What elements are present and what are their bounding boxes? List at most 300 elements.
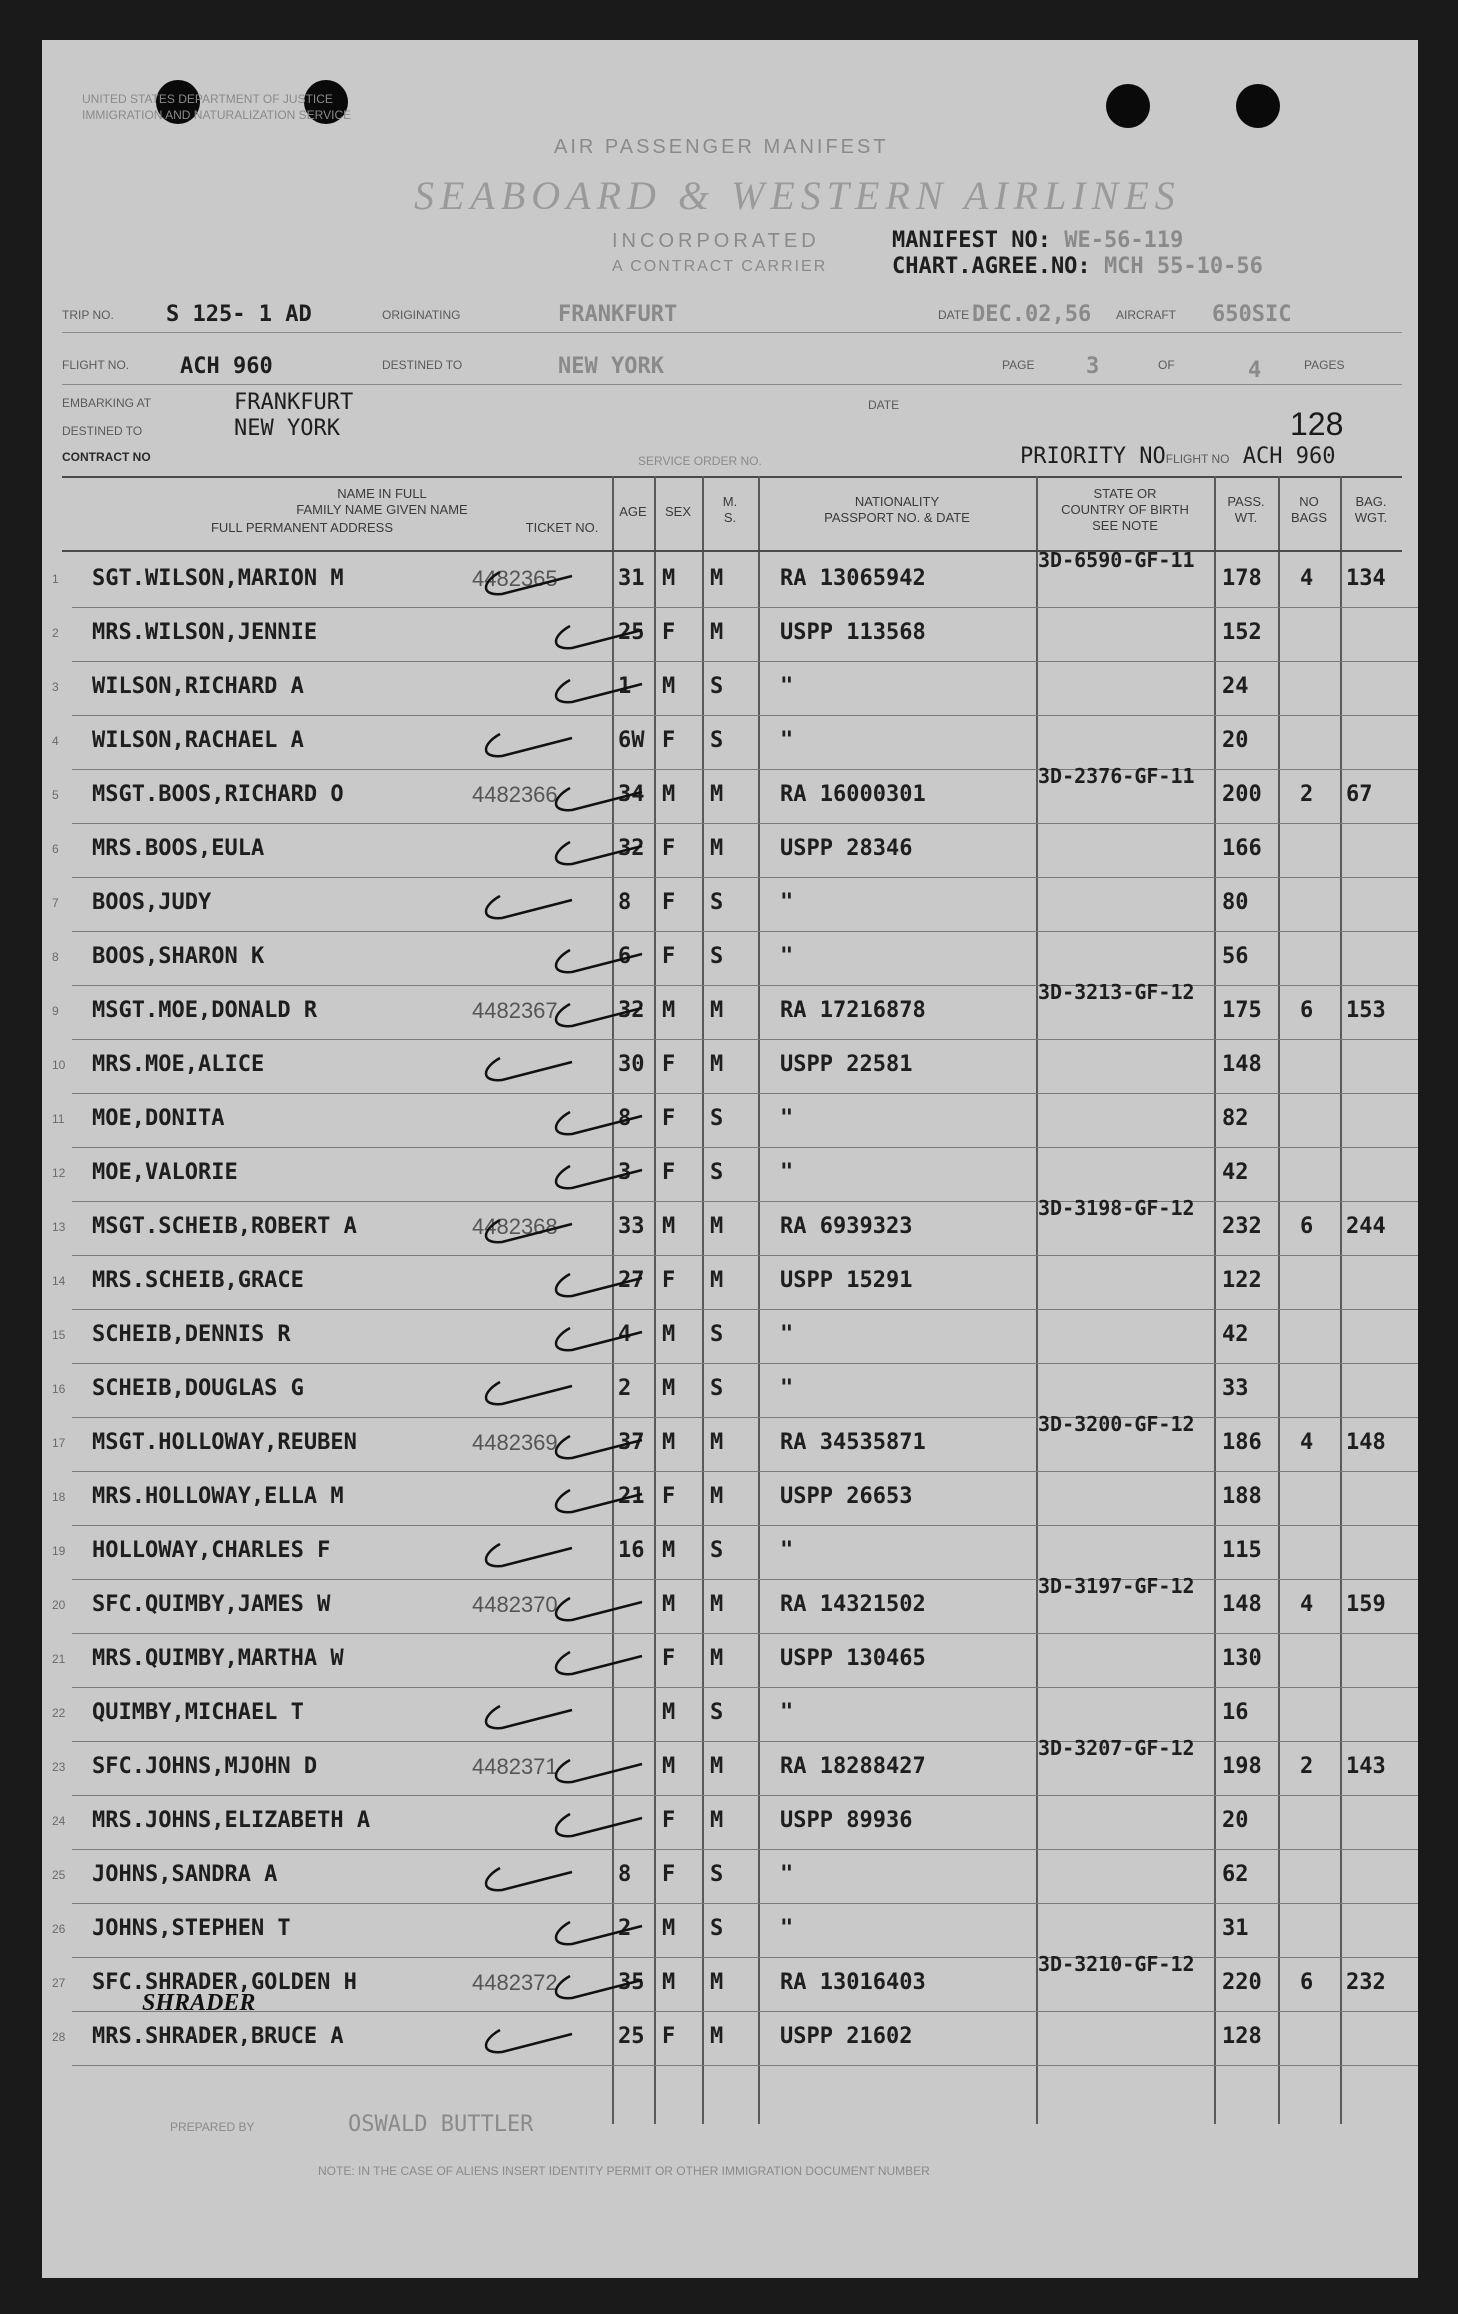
table-row [42,878,1418,932]
passenger-table [42,476,1418,2124]
passenger-weight: 152 [1222,620,1262,645]
passport-no: USPP 89936 [780,1808,913,1833]
marital-status: M [710,782,724,807]
marital-status: S [710,1322,724,1347]
header-see-note: SEE NOTE [1092,518,1158,533]
row-number: 1 [52,572,59,586]
header-no: NO [1299,494,1319,509]
check-mark-icon [472,1210,582,1250]
passenger-weight: 33 [1222,1376,1249,1401]
table-row [42,1796,1418,1850]
passenger-weight: 62 [1222,1862,1249,1887]
destined2: NEW YORK [234,416,340,441]
passenger-weight: 16 [1222,1700,1249,1725]
sex: M [662,1754,676,1779]
row-number: 15 [52,1328,66,1342]
sex: F [662,1052,676,1077]
passenger-name: JOHNS,STEPHEN T [92,1916,291,1941]
passport-no: USPP 21602 [780,2024,913,2049]
flight-no2-label: FLIGHT NO [1165,452,1230,466]
sex: M [662,1538,676,1563]
age: 2 [618,1376,632,1401]
row-number: 9 [52,1004,59,1018]
row-number: 11 [52,1112,65,1126]
passenger-name: HOLLOWAY,CHARLES F [92,1538,331,1563]
marital-status: S [710,1106,724,1131]
check-mark-icon [542,616,652,656]
table-row [42,662,1418,716]
punch-hole [1106,84,1150,128]
passenger-name: MSGT.HOLLOWAY,REUBEN [92,1430,357,1455]
marital-status: S [710,1700,724,1725]
passenger-name: MOE,DONITA [92,1106,225,1131]
marital-status: S [710,1376,724,1401]
age: 21 [618,1484,645,1509]
age: 25 [618,620,645,645]
header-bags: BAGS [1290,510,1328,525]
of-label: OF [1158,358,1175,372]
header-bag-wgt: WGT. [1354,510,1388,525]
table-row [42,1688,1418,1742]
marital-status: S [710,1862,724,1887]
ticket-no: 4482369 [472,1430,558,1455]
destined-label: DESTINED TO [382,358,463,372]
bag-weight: 159 [1346,1592,1386,1617]
passenger-weight: 148 [1222,1592,1262,1617]
passenger-weight: 188 [1222,1484,1262,1509]
check-mark-icon [542,1156,652,1196]
row-number: 13 [52,1220,66,1234]
check-mark-icon [472,1372,582,1412]
passenger-name: MRS.BOOS,EULA [92,836,265,861]
handwritten-correction: SHRADER [142,1990,256,2016]
check-mark-icon [542,1588,652,1628]
sex: F [662,1268,676,1293]
sex: F [662,620,676,645]
passenger-weight: 178 [1222,566,1262,591]
passport-no: USPP 130465 [780,1646,926,1671]
passport-no: RA 18288427 [780,1754,926,1779]
header-country-of-birth: COUNTRY OF BIRTH [1061,502,1189,517]
row-number: 5 [52,788,59,802]
check-mark-icon [542,1912,652,1952]
header-pass: PASS. [1227,494,1265,509]
chart-agree-no: MCH 55-10-56 [1103,254,1263,279]
sex: F [662,728,676,753]
passenger-weight: 130 [1222,1646,1262,1671]
passport-no: RA 6939323 [780,1214,913,1239]
table-row [42,1310,1418,1364]
bag-count: 4 [1300,566,1314,591]
passenger-weight: 56 [1222,944,1249,969]
passenger-name: WILSON,RICHARD A [92,674,304,699]
header-family-given: FAMILY NAME GIVEN NAME [296,502,468,517]
sex: M [662,1214,676,1239]
bag-count: 4 [1300,1430,1314,1455]
passenger-name: SFC.SHRADER,GOLDEN H [92,1970,357,1995]
age: 8 [618,890,632,915]
passport-no: " [780,728,794,753]
marital-status: M [710,1646,724,1671]
check-mark-icon [542,940,652,980]
ticket-no: 4482367 [472,998,558,1023]
passenger-name: MRS.JOHNS,ELIZABETH A [92,1808,371,1833]
header-address: FULL PERMANENT ADDRESS [210,520,394,535]
sex: M [662,1592,676,1617]
passenger-rows [42,548,1418,2066]
bag-weight: 67 [1346,782,1373,807]
destined2-label: DESTINED TO [62,424,143,438]
sex: F [662,1646,676,1671]
check-mark-icon [542,832,652,872]
header-passport: PASSPORT NO. & DATE [824,510,970,525]
passport-no: " [780,674,794,699]
marital-status: S [710,944,724,969]
row-number: 12 [52,1166,66,1180]
country-of-birth: 3D-3200-GF-12 [1038,1412,1195,1436]
row-number: 21 [52,1652,66,1666]
row-number: 10 [52,1058,66,1072]
check-mark-icon [542,1264,652,1304]
check-mark-icon [542,1966,652,2006]
sex: M [662,1376,676,1401]
bag-count: 2 [1300,782,1314,807]
sex: M [662,566,676,591]
passport-no: USPP 15291 [780,1268,913,1293]
passport-no: " [780,1916,794,1941]
age: 33 [618,1214,645,1239]
marital-status: M [710,1214,724,1239]
passenger-weight: 115 [1222,1538,1262,1563]
table-row [42,1850,1418,1904]
header-ms-s: S. [723,510,737,525]
passenger-weight: 20 [1222,1808,1249,1833]
row-number: 20 [52,1598,66,1612]
row-number: 17 [52,1436,66,1450]
table-row [42,716,1418,770]
marital-status: M [710,2024,724,2049]
age: 3 [618,1160,632,1185]
flight-no2: ACH 960 [1242,444,1336,469]
aircraft: 650SIC [1212,302,1292,327]
header-pass-wt: WT. [1234,510,1258,525]
sex: F [662,2024,676,2049]
table-row [42,824,1418,878]
passenger-name: MRS.HOLLOWAY,ELLA M [92,1484,344,1509]
passenger-weight: 82 [1222,1106,1249,1131]
check-mark-icon [542,1480,652,1520]
passenger-weight: 122 [1222,1268,1262,1293]
table-row [42,1364,1418,1418]
passenger-weight: 148 [1222,1052,1262,1077]
ticket-no: 4482366 [472,782,558,807]
sex: F [662,890,676,915]
embarking: FRANKFURT [234,390,354,415]
table-row [42,548,1418,608]
passenger-name: MSGT.BOOS,RICHARD O [92,782,344,807]
passenger-weight: 128 [1222,2024,1262,2049]
passenger-weight: 42 [1222,1322,1249,1347]
country-of-birth: 3D-3213-GF-12 [1038,980,1195,1004]
sex: F [662,1862,676,1887]
trip-no-label: TRIP NO. [62,308,114,322]
table-row [42,608,1418,662]
country-of-birth: 3D-3198-GF-12 [1038,1196,1195,1220]
check-mark-icon [472,724,582,764]
passenger-name: JOHNS,SANDRA A [92,1862,278,1887]
passenger-weight: 42 [1222,1160,1249,1185]
bag-count: 6 [1300,1970,1314,1995]
priority-label: PRIORITY NO [1020,444,1166,469]
check-mark-icon [472,1696,582,1736]
age: 16 [618,1538,645,1563]
passport-no: " [780,1376,794,1401]
bag-count: 2 [1300,1754,1314,1779]
age: 27 [618,1268,645,1293]
table-row [42,764,1418,824]
header-name-in-full: NAME IN FULL [337,486,427,501]
table-row [42,1526,1418,1580]
date2-label: DATE [868,398,900,412]
table-row [42,1148,1418,1202]
passenger-name: QUIMBY,MICHAEL T [92,1700,304,1725]
table-row [42,2012,1418,2066]
bag-count: 6 [1300,1214,1314,1239]
originating: FRANKFURT [558,302,678,327]
marital-status: S [710,674,724,699]
row-number: 7 [52,896,59,910]
passenger-weight: 24 [1222,674,1249,699]
bag-weight: 134 [1346,566,1386,591]
ticket-no: 4482371 [472,1754,558,1779]
passport-no: RA 14321502 [780,1592,926,1617]
age: 6 [618,944,632,969]
age: 2 [618,1916,632,1941]
age: 6W [618,728,645,753]
passenger-name: WILSON,RACHAEL A [92,728,304,753]
table-row [42,1736,1418,1796]
passport-no: " [780,1106,794,1131]
manifest-no-label: MANIFEST NO: [892,228,1051,253]
marital-status: M [710,1484,724,1509]
aircraft-label: AIRCRAFT [1116,308,1176,322]
bag-weight: 153 [1346,998,1386,1023]
passport-no: RA 13016403 [780,1970,926,1995]
sex: M [662,1700,676,1725]
flight-no-label: FLIGHT NO. [62,358,130,372]
sex: M [662,1322,676,1347]
stamped-page-number: 128 [1290,406,1344,442]
date-label: DATE [938,308,970,322]
sex: M [662,782,676,807]
check-mark-icon [542,994,652,1034]
row-number: 8 [52,950,59,964]
table-row [42,1904,1418,1958]
passenger-name: MSGT.SCHEIB,ROBERT A [92,1214,357,1239]
marital-status: S [710,1160,724,1185]
row-number: 26 [52,1922,66,1936]
header-sex: SEX [664,504,691,519]
contract-no-label: CONTRACT NO [62,450,151,464]
passenger-name: MRS.MOE,ALICE [92,1052,265,1077]
passport-no: USPP 26653 [780,1484,913,1509]
age: 8 [618,1106,632,1131]
country-of-birth: 3D-3210-GF-12 [1038,1952,1195,1976]
passport-no: RA 17216878 [780,998,926,1023]
check-mark-icon [472,886,582,926]
agency-stamp-line-2: IMMIGRATION AND NATURALIZATION SERVICE [82,108,352,122]
bag-weight: 143 [1346,1754,1386,1779]
passenger-name: MRS.SCHEIB,GRACE [92,1268,304,1293]
row-number: 23 [52,1760,66,1774]
chart-agree-label: CHART.AGREE.NO: [892,254,1091,279]
airline-name: SEABOARD & WESTERN AIRLINES [414,173,1181,218]
row-number: 24 [52,1814,66,1828]
row-number: 6 [52,842,59,856]
marital-status: M [710,998,724,1023]
marital-status: M [710,1970,724,1995]
row-number: 27 [52,1976,66,1990]
passenger-name: SGT.WILSON,MARION M [92,566,344,591]
row-number: 18 [52,1490,66,1504]
marital-status: M [710,1268,724,1293]
header-age: AGE [619,504,647,519]
marital-status: M [710,1754,724,1779]
age: 37 [618,1430,645,1455]
passport-no: USPP 22581 [780,1052,913,1077]
marital-status: M [710,1808,724,1833]
age: 31 [618,566,645,591]
table-row [42,1634,1418,1688]
table-row [42,1256,1418,1310]
passenger-weight: 186 [1222,1430,1262,1455]
table-row [42,1574,1418,1634]
passenger-weight: 220 [1222,1970,1262,1995]
sex: F [662,944,676,969]
age: 32 [618,998,645,1023]
row-number: 2 [52,626,59,640]
passenger-weight: 200 [1222,782,1262,807]
age: 32 [618,836,645,861]
pages-total: 4 [1248,358,1262,383]
check-mark-icon [542,1318,652,1358]
check-mark-icon [542,1750,652,1790]
destined: NEW YORK [558,354,664,379]
check-mark-icon [472,1048,582,1088]
marital-status: M [710,620,724,645]
marital-status: S [710,890,724,915]
marital-status: S [710,1916,724,1941]
passport-no: " [780,890,794,915]
row-number: 14 [52,1274,66,1288]
passport-no: USPP 113568 [780,620,926,645]
passport-no: " [780,1160,794,1185]
check-mark-icon [472,1534,582,1574]
bag-weight: 148 [1346,1430,1386,1455]
sex: M [662,1970,676,1995]
row-number: 3 [52,680,59,694]
age: 8 [618,1862,632,1887]
sex: F [662,836,676,861]
page-number-of: 3 [1086,354,1100,379]
passenger-weight: 80 [1222,890,1249,915]
passport-no: RA 13065942 [780,566,926,591]
passenger-name: SFC.QUIMBY,JAMES W [92,1592,331,1617]
sex: M [662,1916,676,1941]
table-row [42,1094,1418,1148]
sex: F [662,1808,676,1833]
passenger-name: MRS.WILSON,JENNIE [92,620,318,645]
prepared-by-label: PREPARED BY [170,2120,255,2134]
bag-weight: 244 [1346,1214,1386,1239]
header-ms-m: M. [722,494,738,509]
check-mark-icon [542,1804,652,1844]
passport-no: RA 34535871 [780,1430,926,1455]
row-rule [72,2065,1418,2066]
marital-status: M [710,1430,724,1455]
check-mark-icon [542,1102,652,1142]
header-state-or: STATE OR [1093,486,1157,501]
punch-hole [1236,84,1280,128]
sex: M [662,1430,676,1455]
marital-status: M [710,836,724,861]
row-number: 25 [52,1868,66,1882]
sex: M [662,674,676,699]
age: 4 [618,1322,632,1347]
row-number: 19 [52,1544,66,1558]
passenger-name: BOOS,JUDY [92,890,212,915]
passport-no: " [780,944,794,969]
page-label: PAGE [1002,358,1035,372]
marital-status: M [710,1052,724,1077]
passenger-name: MRS.QUIMBY,MARTHA W [92,1646,344,1671]
row-number: 22 [52,1706,66,1720]
passenger-weight: 232 [1222,1214,1262,1239]
passenger-name: SCHEIB,DOUGLAS G [92,1376,304,1401]
marital-status: S [710,1538,724,1563]
passenger-name: MRS.SHRADER,BRUCE A [92,2024,344,2049]
originating-label: ORIGINATING [382,308,461,322]
age: 35 [618,1970,645,1995]
check-mark-icon [472,1858,582,1898]
table-row [42,932,1418,986]
footnote: NOTE: IN THE CASE OF ALIENS INSERT IDENTITY PERMIT OR OTHER IMMIGRATION DOCUMENT NUMBER [318,2164,930,2178]
sex: M [662,998,676,1023]
bag-count: 6 [1300,998,1314,1023]
table-row [42,1412,1418,1472]
sex: F [662,1484,676,1509]
header-bag: BAG. [1355,494,1387,509]
passenger-weight: 31 [1222,1916,1249,1941]
age: 1 [618,674,632,699]
divider [62,384,1402,385]
check-mark-icon [472,562,582,602]
ticket-no: 4482365 [472,566,558,591]
passenger-name: MOE,VALORIE [92,1160,238,1185]
form-title: AIR PASSENGER MANIFEST [554,136,889,158]
bag-weight: 232 [1346,1970,1386,1995]
sex: F [662,1106,676,1131]
header-nationality: NATIONALITY [854,494,940,509]
embarking-label: EMBARKING AT [62,396,152,410]
sex: F [662,1160,676,1185]
pages-label: PAGES [1304,358,1345,372]
age: 30 [618,1052,645,1077]
table-top-rule [62,476,1402,478]
marital-status: M [710,566,724,591]
header-ticket: TICKET NO. [525,520,599,535]
row-number: 28 [52,2030,66,2044]
